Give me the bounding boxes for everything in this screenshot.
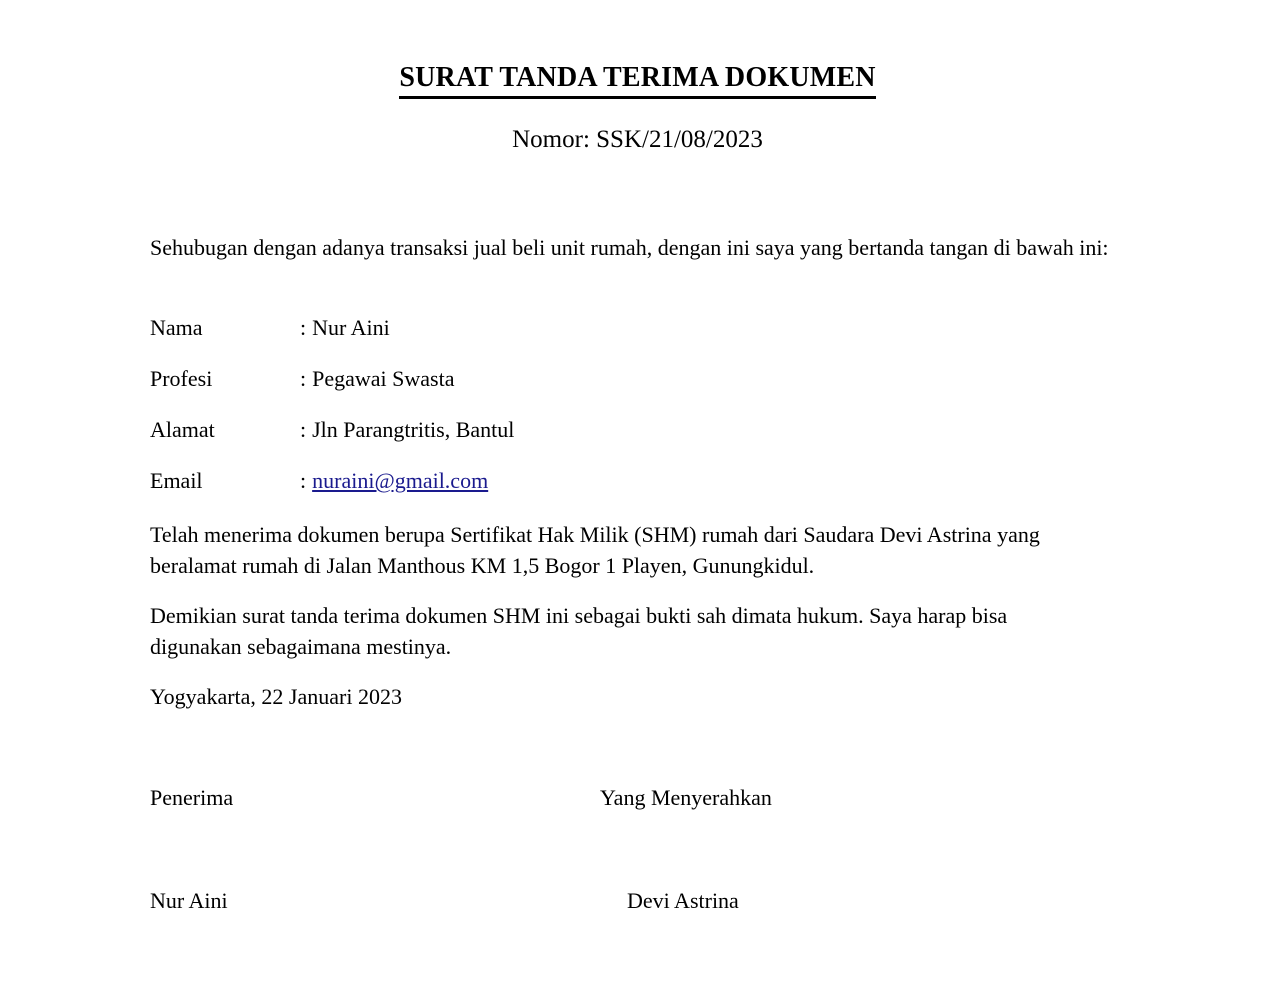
field-row-nama — [150, 314, 850, 365]
signature-name-giver: Devi Astrina — [627, 888, 739, 913]
body-paragraph-1: Telah menerima dokumen berupa Sertifikat Hak Milik (SHM) rumah dari Saudara Devi Astrina yang beralamat rumah di Jalan Manthous KM 1,5 Bogor 1 Playen, Gunungkidul. — [150, 522, 1040, 579]
signature-block — [150, 784, 1050, 990]
email-link[interactable]: nuraini@gmail.com — [312, 468, 489, 493]
field-label-email: Email — [150, 468, 203, 493]
field-separator-alamat: : — [300, 417, 307, 442]
title-block — [0, 62, 1275, 99]
signature-role-receiver: Penerima — [150, 785, 234, 810]
field-value-nama — [300, 314, 390, 343]
field-separator-profesi: : — [300, 366, 307, 391]
place-and-date: Yogyakarta, 22 Januari 2023 — [150, 684, 402, 709]
body-paragraph-2: Demikian surat tanda terima dokumen SHM ini sebagai bukti sah dimata hukum. Saya harap bisa digunakan sebagaimana mestinya. — [150, 603, 1008, 660]
intro-paragraph: Sehubugan dengan adanya transaksi jual beli unit rumah, dengan ini saya yang bertanda tangan di bawah ini: — [150, 235, 1109, 260]
field-value-alamat — [300, 416, 514, 445]
signature-names-row — [150, 887, 1050, 990]
field-text-profesi: Pegawai Swasta — [312, 366, 455, 391]
document-number: Nomor: SSK/21/08/2023 — [512, 126, 763, 153]
field-label-alamat: Alamat — [150, 417, 215, 442]
field-row-alamat — [150, 416, 850, 467]
field-label-profesi: Profesi — [150, 366, 213, 391]
signature-role-giver: Yang Menyerahkan — [600, 785, 772, 810]
field-label-nama: Nama — [150, 315, 203, 340]
field-separator-nama: : — [300, 315, 307, 340]
signature-roles-row — [150, 784, 1050, 887]
page-title: SURAT TANDA TERIMA DOKUMEN — [399, 62, 875, 99]
field-value-email — [300, 467, 488, 496]
field-row-email — [150, 467, 850, 518]
field-row-profesi — [150, 365, 850, 416]
field-separator-email: : — [300, 468, 307, 493]
identity-fields — [150, 314, 850, 518]
field-value-profesi — [300, 365, 454, 394]
signature-name-receiver: Nur Aini — [150, 888, 228, 913]
field-text-alamat: Jln Parangtritis, Bantul — [312, 417, 515, 442]
field-text-nama: Nur Aini — [312, 315, 390, 340]
